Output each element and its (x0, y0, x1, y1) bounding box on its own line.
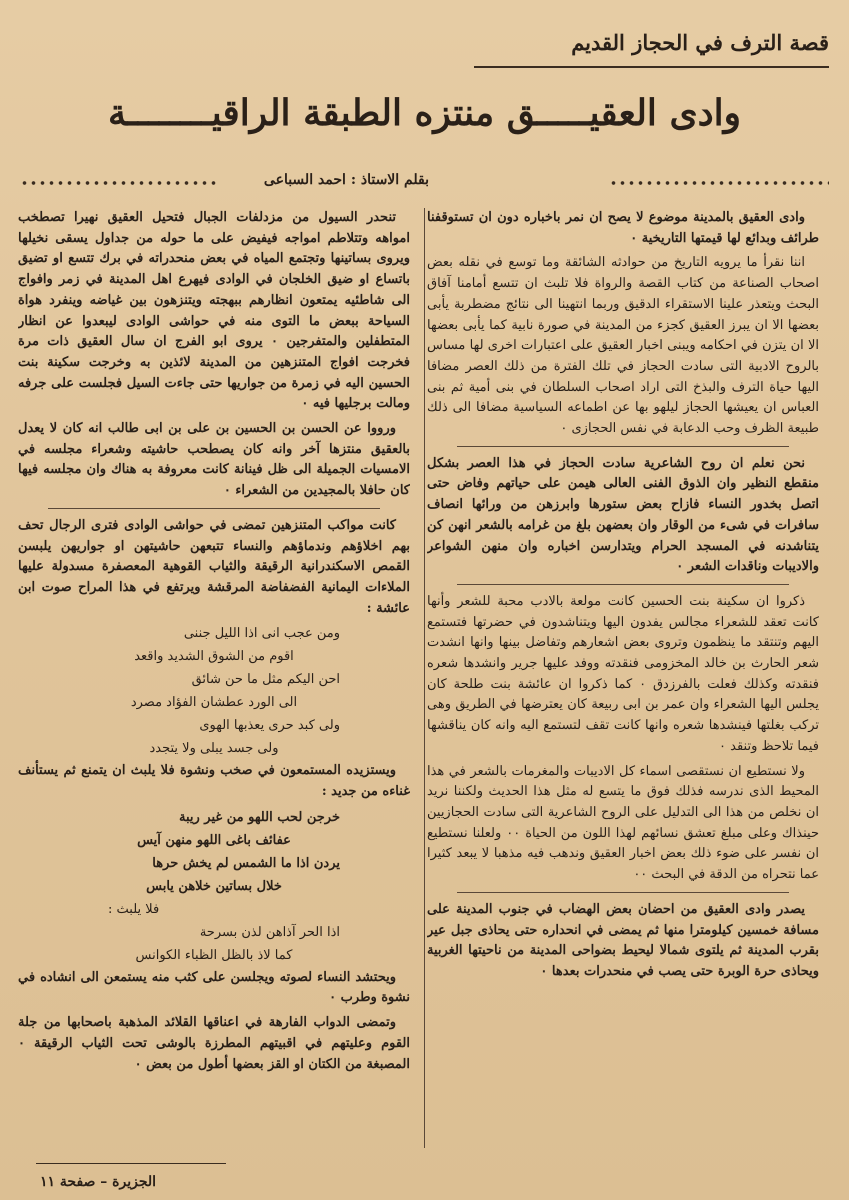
section-heading-rule (474, 66, 829, 68)
paragraph: يصدر وادى العقيق من احضان بعض الهضاب في جنوب المدينة على مسافة خمسين كيلومترا منها ثم يمضى في انحداره حتى يحاذى جبل عير بقرب المدينة ثم يلتوى شمالا ليحيط بضواحى المدينة من ناحيتها الغربية ويحاذى حرة الوبرة حتى يصب في منحدرات بعدها ٠ (427, 901, 819, 979)
paragraph: كانت مواكب المتنزهين تمضى في حواشى الوادى فترى الرجال تحف بهم اخلاؤهم وندماؤهم والنساء تتبعهن حاشيتهن او جواريهن يلبسن القمص الاسكندرانية الرقيقة والثياب القوهية المعصفرة مسدولة عليها الملاءات اليمانية الفضفاضة المرقشة ويرتفع في هذا المراح صوت ابن عائشة : (18, 517, 410, 616)
verse-line: خلال بساتين خلاهن يابس (146, 878, 282, 894)
divider (457, 892, 789, 893)
paragraph: ورووا عن الحسن بن الحسين بن على بن ابى طالب انه كان لا يعدل بالعقيق منتزها آخر وانه كان يصطحب حاشيته وشعراء مجلسه في الامسيات الجميلة الى ظل فينانة كانت معروفة به هناك وان مجلسه فيها كان حافلا بالمجيدين من الشعراء ٠ (18, 421, 410, 499)
byline: بقلم الاستاذ : احمد السباعى (263, 172, 429, 188)
divider (457, 446, 789, 447)
divider (48, 508, 380, 509)
verse-line: الى الورد عطشان الفؤاد مصرد (130, 695, 298, 711)
left-column (18, 208, 410, 1158)
paragraph: ويحتشد النساء لصوته ويجلسن على كثب منه يستمعن الى انشاده في نشوة وطرب ٠ (18, 969, 410, 1006)
paragraph: تنحدر السيول من مزدلفات الجبال فتحيل العقيق نهيرا تصطخب امواهه وتتلاطم امواجه فيفيض على ما حوله من جداول يسقى نخيلها ويروى بساتينها وتجتمع المياه في بعض منحدراته في برك تتسع او تضيق باتساع او ضيق الخلجان في الوادى فيهرع اهل المدينة في زمر وافواج الى شاطئيه يمتعون انظارهم ببهجته ويتنزهون بين غياضه وينفرد هواة السياحة ببعض ما التوى منه في حواشى الوادى ليبعدوا عن انظار المتطفلين والمتفرجين ٠ يروى ابو الفرج ان سال العقيق ذات مرة فخرجت افواج المتنزهين من المدينة لائذين به وخرجت سكينة بنت الحسين اليه في زمرة من جواريها حتى جاءت السيل فجلست على جرفه ومالت برجليها فيه ٠ (18, 210, 410, 412)
article-title: وادى العقيـــــق منتزه الطبقة الراقيــــــــة (107, 92, 742, 134)
verse-line: يردن اذا ما الشمس لم يخش حرها (152, 855, 340, 871)
column-divider (424, 208, 425, 1148)
verse-intro: فلا يلبث : (108, 901, 160, 917)
verse-line: ولى كبد حرى يعذبها الهوى (199, 718, 340, 734)
paragraph: اننا نقرأ ما يرويه التاريخ من حوادثه الشائقة وما توسع في نقله بعض اصحاب الصناعة من كتاب القصة والرواة فلا تلبث ان تتسع أمامنا آفاق البحث ويتعذر علينا الاستقراء الدقيق وربما انتهينا الى نتائج مضطربة يأبى بعضها الا ان يبرز العقيق كجزء من المدينة في صورة نابية كما يأبى بعضها الا ان يتزن في احكامه ويبنى اخبار العقيق على اعتبارات اخرى لها مساس بالروح الادبية التى سادت الحجاز في تلك الفترة من ذلك العصر مضافا اليها حياة الترف والبذخ التى اراد اصحاب السلطان في بنى أمية ثم بنى العباس ان يعيشها الحجاز ليلهو بها عن اطماعه السياسية مضافا الى ذلك طبيعة الظرف وحب الدعابة في نفس الحجازى ٠ (427, 255, 819, 437)
right-column (427, 208, 819, 1158)
verse-line: عفائف باغى اللهو منهن آيس (137, 832, 291, 848)
verse-line: كما لاذ بالظل الظباء الكوانس (135, 947, 293, 963)
verse-line: احن اليكم مثل ما حن شائق (191, 672, 340, 688)
paragraph: ولا نستطيع ان نستقصى اسماء كل الاديبات والمغرمات بالشعر في هذا المحيط الذى ندرسه فذلك فوق ما يتسع له مثل هذا الحديث ولكننا نريد ان نخلص من هذا الى التدليل على الروح الشاعرية التى سادت الحجازيين حينذاك وعلى مبلغ تعشق نسائهم لهذا اللون من الحياة ٠٠ ولعلنا نستطيع ان نفسر على ضوء ذلك بعض اخبار العقيق وندهب فيه مذهبا لا يبعد كثيرا عما نتحراه من الدقة في البحث ٠٠ (427, 763, 819, 883)
paragraph: نحن نعلم ان روح الشاعرية سادت الحجاز في هذا العصر بشكل منقطع النظير وان الذوق الفنى العالى هيمن على حياتهم وفاض حتى اتصل بخدور النساء فازاح بعض ستورها وابرزهن من ورائها انصاف سافرات في شىء من الوقار وان بعضهن بلغ من غرامه بالشعر انهن كن يتناشدنه في المسجد الحرام ويتدارسن اخباره وان منهن الشواعر والاديبات وناقدات الشعر ٠ (427, 455, 819, 575)
paragraph: وادى العقيق بالمدينة موضوع لا يصح ان نمر باخباره دون ان تستوقفنا طرائف وبدائع لها قيمتها التاريخية ٠ (427, 210, 819, 246)
verse-line: ومن عجب انى اذا الليل جننى (183, 626, 340, 642)
ornament-chain-right (609, 180, 829, 186)
verse-line: ولى جسد يبلى ولا يتجدد (149, 741, 279, 757)
footer-rule (36, 1163, 226, 1164)
section-heading: قصة الترف في الحجاز القديم (571, 30, 829, 55)
ornament-chain-left (20, 180, 220, 186)
paragraph: وتمضى الدواب الفارهة في اعناقها القلائد المذهبة باصحابها من جلة القوم وعليتهم في اقبيتهم المطرزة بالوشى تحت الثياب الرقيقة ٠ المصبغة من الكتان او القز بعضها أطول من بعض ٠ (18, 1015, 410, 1072)
verse-line: خرجن لحب اللهو من غير ريبة (178, 809, 340, 825)
paragraph: ذكروا ان سكينة بنت الحسين كانت مولعة بالادب محبة للشعر وأنها كانت تعقد للشعراء مجالس يفدون اليها ويتناشدون في حضرتها فتستمع اليهم وتنتقد ما ينظمون وتروى بعض اشعارهم وتفاضل بينها وانها انشدت شعر الحارث بن خالد المخزومى فنقدته ووفد عليها جرير وانشدها شعره فنقدته وكذلك فعلت بالفرزدق ٠ كما ذكروا ان عائشة بنت طلحة كان يجلس اليها الشعراء وان عمر بن ابى ربيعة كان يعترضها في الطريق وهى تركب بغلتها فينشدها شعره وانها كانت تقف لتستمع اليه وانه كان يناقشها فيما تلاحظ وتنقد ٠ (427, 593, 819, 754)
verse-line: اذا الحر آذاهن لذن بسرحة (199, 924, 340, 940)
divider (457, 584, 789, 585)
page-footer: الجزيرة – صفحة ١١ (40, 1174, 157, 1190)
paragraph: ويستزيده المستمعون في صخب ونشوة فلا يلبث ان يتمنع ثم يستأنف غناءه من جديد : (18, 763, 410, 800)
byline-bar (20, 172, 829, 194)
verse-line: اقوم من الشوق الشديد واقعد (134, 649, 294, 665)
